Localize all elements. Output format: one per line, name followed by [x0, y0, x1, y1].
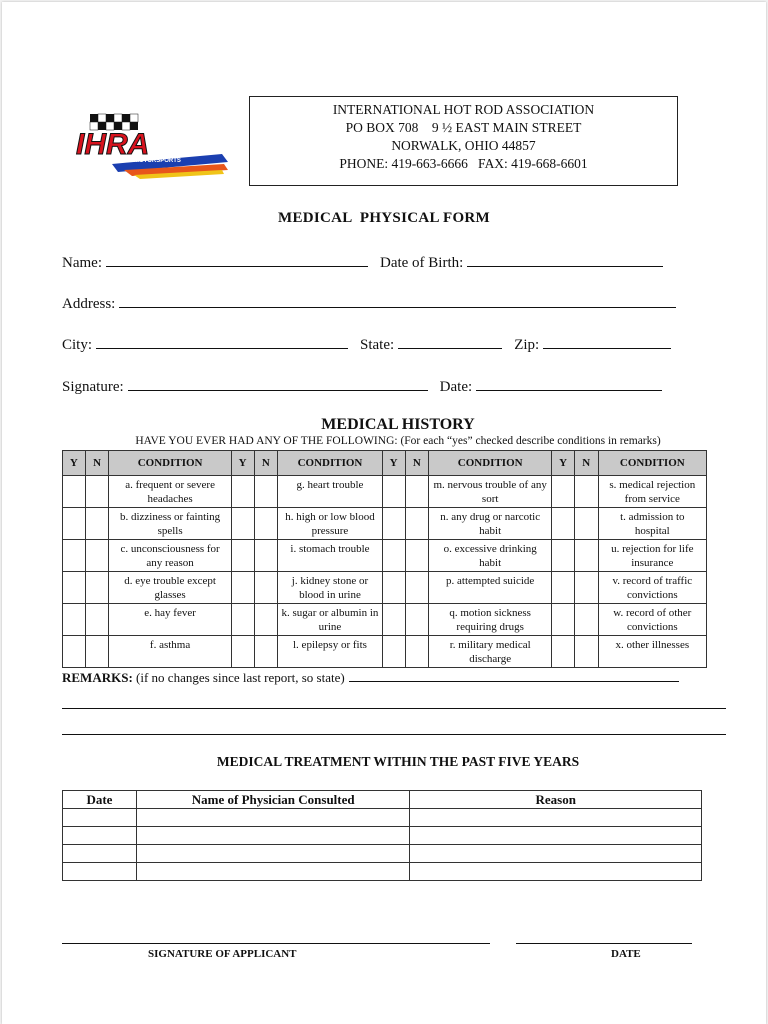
- yes-checkbox[interactable]: [552, 604, 575, 636]
- state-label: State:: [360, 337, 395, 353]
- treatment-physician-cell[interactable]: [136, 809, 410, 827]
- no-checkbox[interactable]: [254, 540, 278, 572]
- condition-cell: o. excessive drinking habit: [429, 540, 552, 572]
- yes-checkbox[interactable]: [63, 508, 86, 540]
- condition-cell: i. stomach trouble: [278, 540, 383, 572]
- condition-cell: b. dizziness or fainting spells: [109, 508, 231, 540]
- treatment-date-cell[interactable]: [63, 863, 137, 881]
- name-dob-row: [62, 252, 675, 272]
- applicant-signature-label: SIGNATURE OF APPLICANT: [148, 948, 297, 960]
- medical-history-table: [62, 450, 707, 668]
- association-phone: PHONE: 419-663-6666 FAX: 419-668-6601: [339, 156, 588, 171]
- ihra-logo: [72, 112, 232, 182]
- remarks-row: [62, 670, 691, 686]
- name-field[interactable]: [106, 252, 368, 267]
- treatment-row: [63, 845, 702, 863]
- condition-header: CONDITION: [429, 451, 552, 476]
- city-field[interactable]: [96, 334, 348, 349]
- no-checkbox[interactable]: [405, 508, 429, 540]
- yes-checkbox[interactable]: [382, 636, 405, 668]
- history-row: [63, 636, 707, 668]
- yes-header: Y: [231, 451, 254, 476]
- yes-checkbox[interactable]: [63, 636, 86, 668]
- address-row: [62, 293, 688, 313]
- no-checkbox[interactable]: [254, 476, 278, 508]
- condition-cell: f. asthma: [109, 636, 231, 668]
- form-page: [2, 2, 766, 1024]
- dob-field[interactable]: [467, 252, 663, 267]
- treatment-physician-header: Name of Physician Consulted: [136, 791, 410, 809]
- history-row: [63, 540, 707, 572]
- treatment-title: MEDICAL TREATMENT WITHIN THE PAST FIVE YEARS: [216, 754, 580, 769]
- city-label: City:: [62, 337, 93, 353]
- condition-cell: k. sugar or albumin in urine: [278, 604, 383, 636]
- logo-wordmark: IHRA: [76, 128, 150, 161]
- treatment-date-header: Date: [63, 791, 137, 809]
- no-checkbox[interactable]: [574, 540, 598, 572]
- condition-cell: t. admission to hospital: [598, 508, 706, 540]
- association-address-box: [249, 96, 678, 186]
- state-field[interactable]: [398, 334, 502, 349]
- association-po-box: PO BOX 708 9 ½ EAST MAIN STREET: [345, 120, 582, 135]
- no-checkbox[interactable]: [85, 572, 109, 604]
- yes-checkbox[interactable]: [231, 604, 254, 636]
- yes-header: Y: [382, 451, 405, 476]
- condition-cell: d. eye trouble except glasses: [109, 572, 231, 604]
- yes-checkbox[interactable]: [382, 540, 405, 572]
- yes-checkbox[interactable]: [382, 572, 405, 604]
- yes-header: Y: [63, 451, 86, 476]
- yes-checkbox[interactable]: [63, 604, 86, 636]
- no-checkbox[interactable]: [85, 604, 109, 636]
- yes-header: Y: [552, 451, 575, 476]
- no-checkbox[interactable]: [85, 508, 109, 540]
- yes-checkbox[interactable]: [382, 604, 405, 636]
- condition-cell: a. frequent or severe headaches: [109, 476, 231, 508]
- treatment-reason-cell[interactable]: [410, 827, 702, 845]
- history-header-row: [63, 451, 707, 476]
- treatment-reason-header: Reason: [410, 791, 702, 809]
- no-checkbox[interactable]: [574, 604, 598, 636]
- yes-checkbox[interactable]: [552, 508, 575, 540]
- no-checkbox[interactable]: [405, 636, 429, 668]
- no-checkbox[interactable]: [254, 508, 278, 540]
- medical-history-subtitle: HAVE YOU EVER HAD ANY OF THE FOLLOWING: (For each “yes” checked describe conditions in remarks): [135, 435, 661, 447]
- yes-checkbox[interactable]: [231, 508, 254, 540]
- signature-field[interactable]: [128, 376, 428, 391]
- signature-date-line[interactable]: [516, 943, 692, 944]
- yes-checkbox[interactable]: [552, 636, 575, 668]
- treatment-header-row: [63, 791, 702, 809]
- no-checkbox[interactable]: [405, 540, 429, 572]
- no-checkbox[interactable]: [254, 636, 278, 668]
- date-label: Date:: [439, 379, 473, 395]
- history-row: [63, 604, 707, 636]
- history-row: [63, 572, 707, 604]
- treatment-reason-cell[interactable]: [410, 863, 702, 881]
- no-checkbox[interactable]: [405, 604, 429, 636]
- treatment-reason-cell[interactable]: [410, 845, 702, 863]
- no-header: N: [254, 451, 278, 476]
- history-row: [63, 508, 707, 540]
- no-checkbox[interactable]: [574, 636, 598, 668]
- no-checkbox[interactable]: [85, 636, 109, 668]
- zip-field[interactable]: [543, 334, 671, 349]
- remarks-label: REMARKS:: [62, 670, 133, 685]
- treatment-row: [63, 809, 702, 827]
- no-checkbox[interactable]: [574, 476, 598, 508]
- treatment-table: [62, 790, 702, 881]
- condition-cell: s. medical rejection from service: [598, 476, 706, 508]
- remarks-line-2[interactable]: [62, 708, 726, 709]
- association-city: NORWALK, OHIO 44857: [391, 138, 536, 153]
- city-state-zip-row: [62, 334, 683, 354]
- no-checkbox[interactable]: [254, 572, 278, 604]
- treatment-date-cell[interactable]: [63, 827, 137, 845]
- medical-history-title: MEDICAL HISTORY: [321, 416, 475, 433]
- yes-checkbox[interactable]: [63, 540, 86, 572]
- condition-cell: c. unconsciousness for any reason: [109, 540, 231, 572]
- condition-cell: j. kidney stone or blood in urine: [278, 572, 383, 604]
- dob-label: Date of Birth:: [379, 255, 464, 271]
- yes-checkbox[interactable]: [552, 572, 575, 604]
- yes-checkbox[interactable]: [382, 508, 405, 540]
- logo-subtext: MOTORSPORTS: [134, 158, 181, 164]
- signature-label: Signature:: [62, 379, 124, 395]
- no-header: N: [574, 451, 598, 476]
- treatment-row: [63, 863, 702, 881]
- yes-checkbox[interactable]: [231, 636, 254, 668]
- history-row: [63, 476, 707, 508]
- condition-cell: g. heart trouble: [278, 476, 383, 508]
- condition-cell: x. other illnesses: [598, 636, 706, 668]
- condition-cell: p. attempted suicide: [429, 572, 552, 604]
- yes-checkbox[interactable]: [382, 476, 405, 508]
- condition-cell: l. epilepsy or fits: [278, 636, 383, 668]
- address-field[interactable]: [119, 293, 676, 308]
- no-checkbox[interactable]: [85, 476, 109, 508]
- condition-cell: w. record of other convictions: [598, 604, 706, 636]
- treatment-date-cell[interactable]: [63, 809, 137, 827]
- remarks-note: (if no changes since last report, so state): [136, 670, 345, 685]
- treatment-date-cell[interactable]: [63, 845, 137, 863]
- condition-header: CONDITION: [598, 451, 706, 476]
- remarks-field[interactable]: [349, 671, 679, 682]
- yes-checkbox[interactable]: [231, 476, 254, 508]
- condition-cell: u. rejection for life insurance: [598, 540, 706, 572]
- association-name: INTERNATIONAL HOT ROD ASSOCIATION: [332, 102, 595, 117]
- signature-date-label: DATE: [611, 948, 641, 960]
- no-checkbox[interactable]: [85, 540, 109, 572]
- applicant-signature-line[interactable]: [62, 943, 490, 944]
- condition-cell: h. high or low blood pressure: [278, 508, 383, 540]
- treatment-physician-cell[interactable]: [136, 845, 410, 863]
- yes-checkbox[interactable]: [231, 540, 254, 572]
- yes-checkbox[interactable]: [63, 476, 86, 508]
- condition-cell: m. nervous trouble of any sort: [429, 476, 552, 508]
- condition-header: CONDITION: [278, 451, 383, 476]
- no-header: N: [405, 451, 429, 476]
- zip-label: Zip:: [514, 337, 540, 353]
- signature-date-row: [62, 376, 674, 396]
- no-checkbox[interactable]: [254, 604, 278, 636]
- no-header: N: [85, 451, 109, 476]
- condition-cell: q. motion sickness requiring drugs: [429, 604, 552, 636]
- no-checkbox[interactable]: [574, 572, 598, 604]
- yes-checkbox[interactable]: [552, 540, 575, 572]
- condition-cell: e. hay fever: [109, 604, 231, 636]
- yes-checkbox[interactable]: [231, 572, 254, 604]
- yes-checkbox[interactable]: [552, 476, 575, 508]
- no-checkbox[interactable]: [574, 508, 598, 540]
- date-field[interactable]: [476, 376, 662, 391]
- form-title: MEDICAL PHYSICAL FORM: [277, 210, 491, 226]
- treatment-row: [63, 827, 702, 845]
- treatment-physician-cell[interactable]: [136, 827, 410, 845]
- yes-checkbox[interactable]: [63, 572, 86, 604]
- address-label: Address:: [62, 296, 116, 312]
- condition-header: CONDITION: [109, 451, 231, 476]
- no-checkbox[interactable]: [405, 572, 429, 604]
- no-checkbox[interactable]: [405, 476, 429, 508]
- condition-cell: n. any drug or narcotic habit: [429, 508, 552, 540]
- remarks-line-3[interactable]: [62, 734, 726, 735]
- treatment-physician-cell[interactable]: [136, 863, 410, 881]
- condition-cell: r. military medical discharge: [429, 636, 552, 668]
- name-label: Name:: [62, 255, 102, 271]
- treatment-reason-cell[interactable]: [410, 809, 702, 827]
- condition-cell: v. record of traffic convictions: [598, 572, 706, 604]
